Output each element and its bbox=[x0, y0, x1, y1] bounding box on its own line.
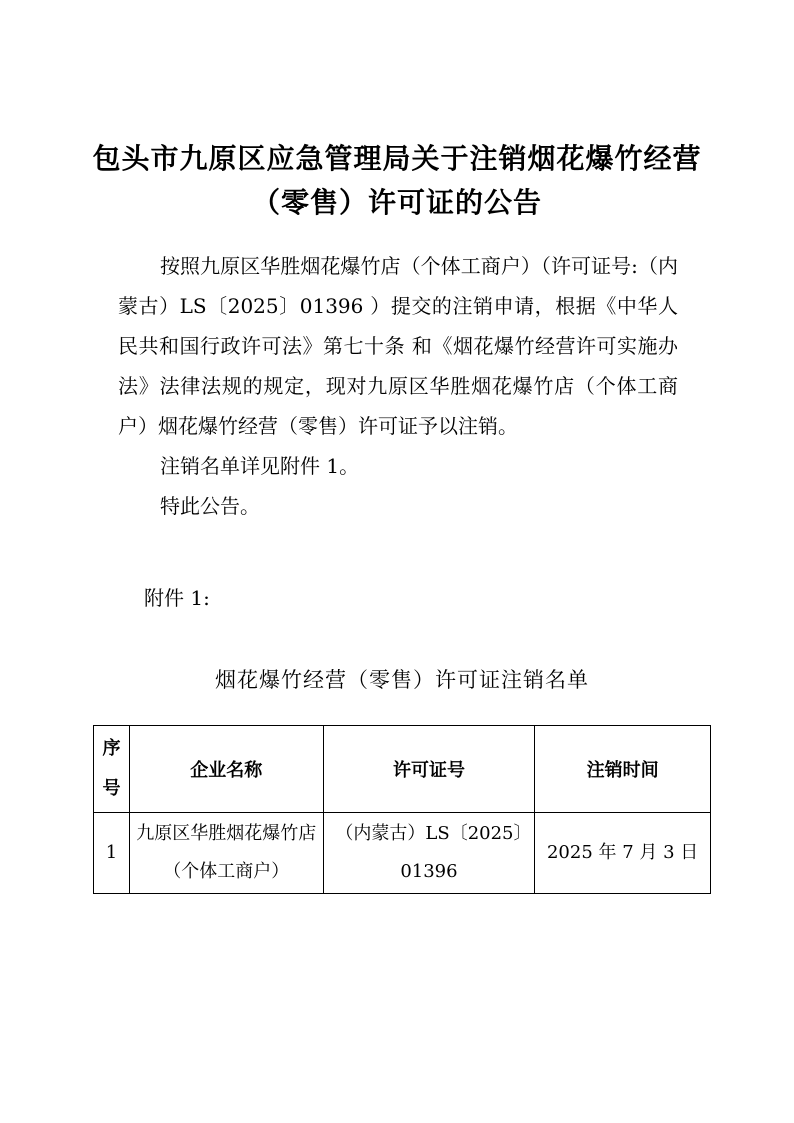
paragraph-closing: 特此公告。 bbox=[160, 494, 260, 518]
document-title: 包头市九原区应急管理局关于注销烟花爆竹经营（零售）许可证的公告 bbox=[92, 142, 702, 219]
list-title: 烟花爆竹经营（零售）许可证注销名单 bbox=[215, 668, 589, 692]
cell-company: 九原区华胜烟花爆竹店（个体工商户） bbox=[129, 813, 323, 894]
table-header-row bbox=[94, 726, 711, 813]
cell-seq: 1 bbox=[94, 813, 130, 894]
paragraph-attachment-note: 注销名单详见附件 1。 bbox=[160, 454, 360, 478]
attachment-label: 附件 1: bbox=[144, 586, 210, 610]
cell-time: 2025 年 7 月 3 日 bbox=[535, 813, 711, 894]
table-row bbox=[94, 813, 711, 894]
announcement-body bbox=[118, 246, 678, 526]
paragraph-main: 按照九原区华胜烟花爆竹店（个体工商户）（许可证号:（内蒙古）LS〔2025〕01396 ）提交的注销申请，根据《中华人民共和国行政许可法》第七十条 和《烟花爆竹经营许可实施办法》法律法规的规定，现对九原区华胜烟花爆竹店（个体工商户）烟花爆竹经营（零售）许可证予以注销。 bbox=[118, 254, 678, 438]
header-seq: 序号 bbox=[94, 726, 130, 813]
header-license: 许可证号 bbox=[323, 726, 535, 813]
cell-license: （内蒙古）LS〔2025〕01396 bbox=[323, 813, 535, 894]
cancellation-table bbox=[93, 725, 711, 894]
header-company: 企业名称 bbox=[129, 726, 323, 813]
header-time: 注销时间 bbox=[535, 726, 711, 813]
